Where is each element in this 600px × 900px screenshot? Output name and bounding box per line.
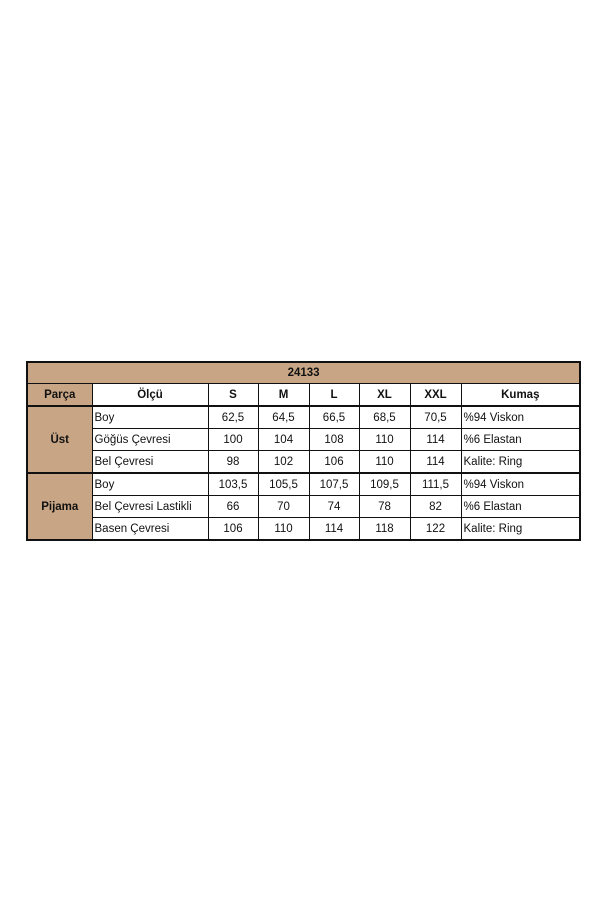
measure-label: Bel Çevresi <box>92 451 208 474</box>
size-value: 108 <box>309 429 359 451</box>
size-value: 111,5 <box>410 473 461 496</box>
size-value: 122 <box>410 518 461 541</box>
size-value: 103,5 <box>208 473 258 496</box>
size-value: 114 <box>410 451 461 474</box>
measure-label: Bel Çevresi Lastikli <box>92 496 208 518</box>
size-value: 106 <box>309 451 359 474</box>
size-value: 78 <box>359 496 410 518</box>
header-size-m: M <box>258 384 309 407</box>
part-label-pijama: Pijama <box>27 473 92 540</box>
size-value: 66,5 <box>309 406 359 429</box>
size-value: 102 <box>258 451 309 474</box>
measure-label: Boy <box>92 473 208 496</box>
table-row <box>27 473 580 496</box>
size-value: 109,5 <box>359 473 410 496</box>
fabric-info: %94 Viskon <box>461 406 580 429</box>
size-value: 64,5 <box>258 406 309 429</box>
header-size-xxl: XXL <box>410 384 461 407</box>
size-value: 114 <box>309 518 359 541</box>
fabric-info: Kalite: Ring <box>461 518 580 541</box>
size-value: 104 <box>258 429 309 451</box>
size-value: 62,5 <box>208 406 258 429</box>
product-code-title: 24133 <box>27 362 580 384</box>
measure-label: Basen Çevresi <box>92 518 208 541</box>
size-value: 74 <box>309 496 359 518</box>
table-row <box>27 518 580 541</box>
fabric-info: %6 Elastan <box>461 496 580 518</box>
header-size-s: S <box>208 384 258 407</box>
size-value: 114 <box>410 429 461 451</box>
size-value: 105,5 <box>258 473 309 496</box>
table-body <box>27 406 580 540</box>
size-value: 66 <box>208 496 258 518</box>
table-row <box>27 496 580 518</box>
size-value: 110 <box>359 451 410 474</box>
table-row <box>27 406 580 429</box>
size-value: 68,5 <box>359 406 410 429</box>
header-measure: Ölçü <box>92 384 208 407</box>
fabric-info: %94 Viskon <box>461 473 580 496</box>
header-size-l: L <box>309 384 359 407</box>
size-value: 100 <box>208 429 258 451</box>
size-value: 82 <box>410 496 461 518</box>
fabric-info: %6 Elastan <box>461 429 580 451</box>
measure-label: Göğüs Çevresi <box>92 429 208 451</box>
table-title-row <box>27 362 580 384</box>
size-value: 110 <box>258 518 309 541</box>
size-value: 118 <box>359 518 410 541</box>
size-value: 110 <box>359 429 410 451</box>
measure-label: Boy <box>92 406 208 429</box>
header-fabric: Kumaş <box>461 384 580 407</box>
size-value: 70,5 <box>410 406 461 429</box>
fabric-info: Kalite: Ring <box>461 451 580 474</box>
table-row <box>27 451 580 474</box>
table-header-row <box>27 384 580 407</box>
header-size-xl: XL <box>359 384 410 407</box>
part-label-ust: Üst <box>27 406 92 473</box>
size-value: 107,5 <box>309 473 359 496</box>
size-value: 98 <box>208 451 258 474</box>
size-chart-table <box>26 361 581 541</box>
table-row <box>27 429 580 451</box>
size-value: 70 <box>258 496 309 518</box>
size-value: 106 <box>208 518 258 541</box>
header-part: Parça <box>27 384 92 407</box>
